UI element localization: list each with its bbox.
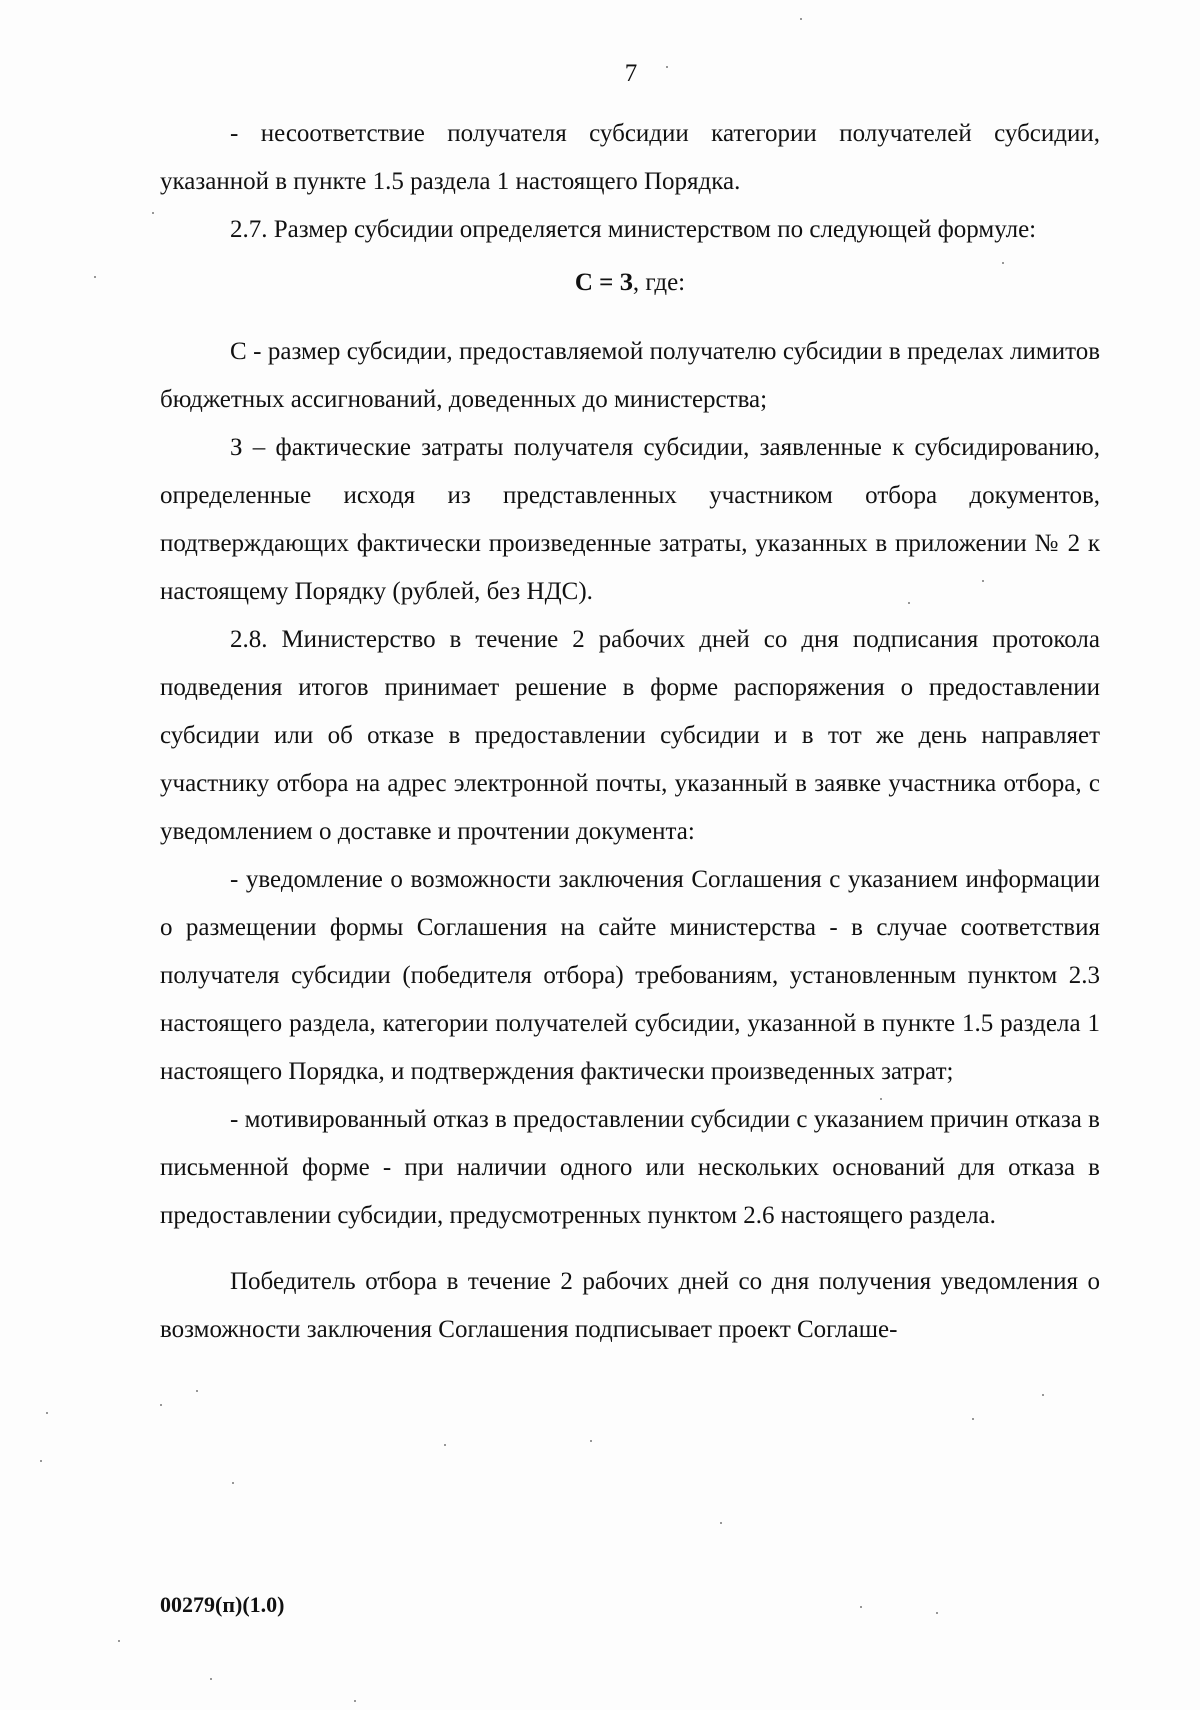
document-code: 00279(п)(1.0) <box>160 1592 285 1617</box>
scan-speck <box>908 602 910 604</box>
scan-speck <box>40 1460 42 1462</box>
scan-speck <box>152 212 154 214</box>
paragraph-item-nonconformity: - несоответствие получателя субсидии категории получателей субсидии, указанной в пункте 1.5 раздела 1 настоящего Порядка. <box>160 120 1100 195</box>
scan-speck <box>210 1678 212 1680</box>
scan-speck <box>1002 262 1004 264</box>
paragraph-2-7: 2.7. Размер субсидии определяется министерством по следующей формуле: <box>230 216 1037 243</box>
formula-expression: С = З <box>574 269 633 296</box>
scan-speck <box>800 18 802 20</box>
formula-suffix: , где: <box>632 269 686 296</box>
scan-speck <box>860 1606 862 1608</box>
paragraph-refusal: - мотивированный отказ в предоставлении субсидии с указанием причин отказа в письменной форме - при наличии одного или нескольких оснований для отказа в предоставлении субсидии, предусмотренных пунктом 2.6 настоящего раздела. <box>160 1106 1100 1229</box>
paragraph-notification: - уведомление о возможности заключения Соглашения с указанием информации о размещении формы Соглашения на сайте министерства - в случае соответствия получателя субсидии (победителя отбора) требованиям, установленным пунктом 2.3 настоящего раздела, категории получателей субсидии, указанной в пункте 1.5 раздела 1 настоящего Порядка, и подтверждения фактически произведенных затрат; <box>160 866 1100 1085</box>
formula <box>160 254 1100 312</box>
scan-speck <box>972 1418 974 1420</box>
paragraph-gap <box>160 1240 1100 1258</box>
scan-speck <box>720 1522 722 1524</box>
scan-speck <box>46 1412 48 1414</box>
scan-speck <box>94 276 96 278</box>
scan-speck <box>1042 1394 1044 1396</box>
document-body <box>160 110 1100 1354</box>
scan-speck <box>160 1404 162 1406</box>
scan-speck <box>590 1440 592 1442</box>
scan-speck <box>936 1612 938 1614</box>
paragraph-definition-c: С - размер субсидии, предоставляемой получателю субсидии в пределах лимитов бюджетных ассигнований, доведенных до министерства; <box>160 338 1100 413</box>
scan-speck <box>880 1098 882 1100</box>
scan-speck <box>666 66 668 68</box>
scan-speck <box>354 1700 356 1702</box>
paragraph-2-8: 2.8. Министерство в течение 2 рабочих дней со дня подписания протокола подведения итогов принимает решение в форме распоряжения о предоставлении субсидии или об отказе в предоставлении субсидии и в тот же день направляет участнику отбора на адрес электронной почты, указанный в заявке участника отбора, с уведомлением о доставке и прочтении документа: <box>160 626 1100 845</box>
paragraph-winner: Победитель отбора в течение 2 рабочих дней со дня получения уведомления о возможности заключения Соглашения подписывает проект Соглаше- <box>160 1268 1100 1343</box>
scan-speck <box>196 1390 198 1392</box>
paragraph-definition-z: З – фактические затраты получателя субсидии, заявленные к субсидированию, определенные исходя из представленных участником отбора документов, подтверждающих фактически произведенные затраты, указанных в приложении № 2 к настоящему Порядку (рублей, без НДС). <box>160 434 1100 605</box>
scan-speck <box>232 1482 234 1484</box>
page-number: 7 <box>624 60 638 87</box>
scan-speck <box>444 1444 446 1446</box>
scan-speck <box>982 580 984 582</box>
scan-speck <box>118 1640 120 1642</box>
